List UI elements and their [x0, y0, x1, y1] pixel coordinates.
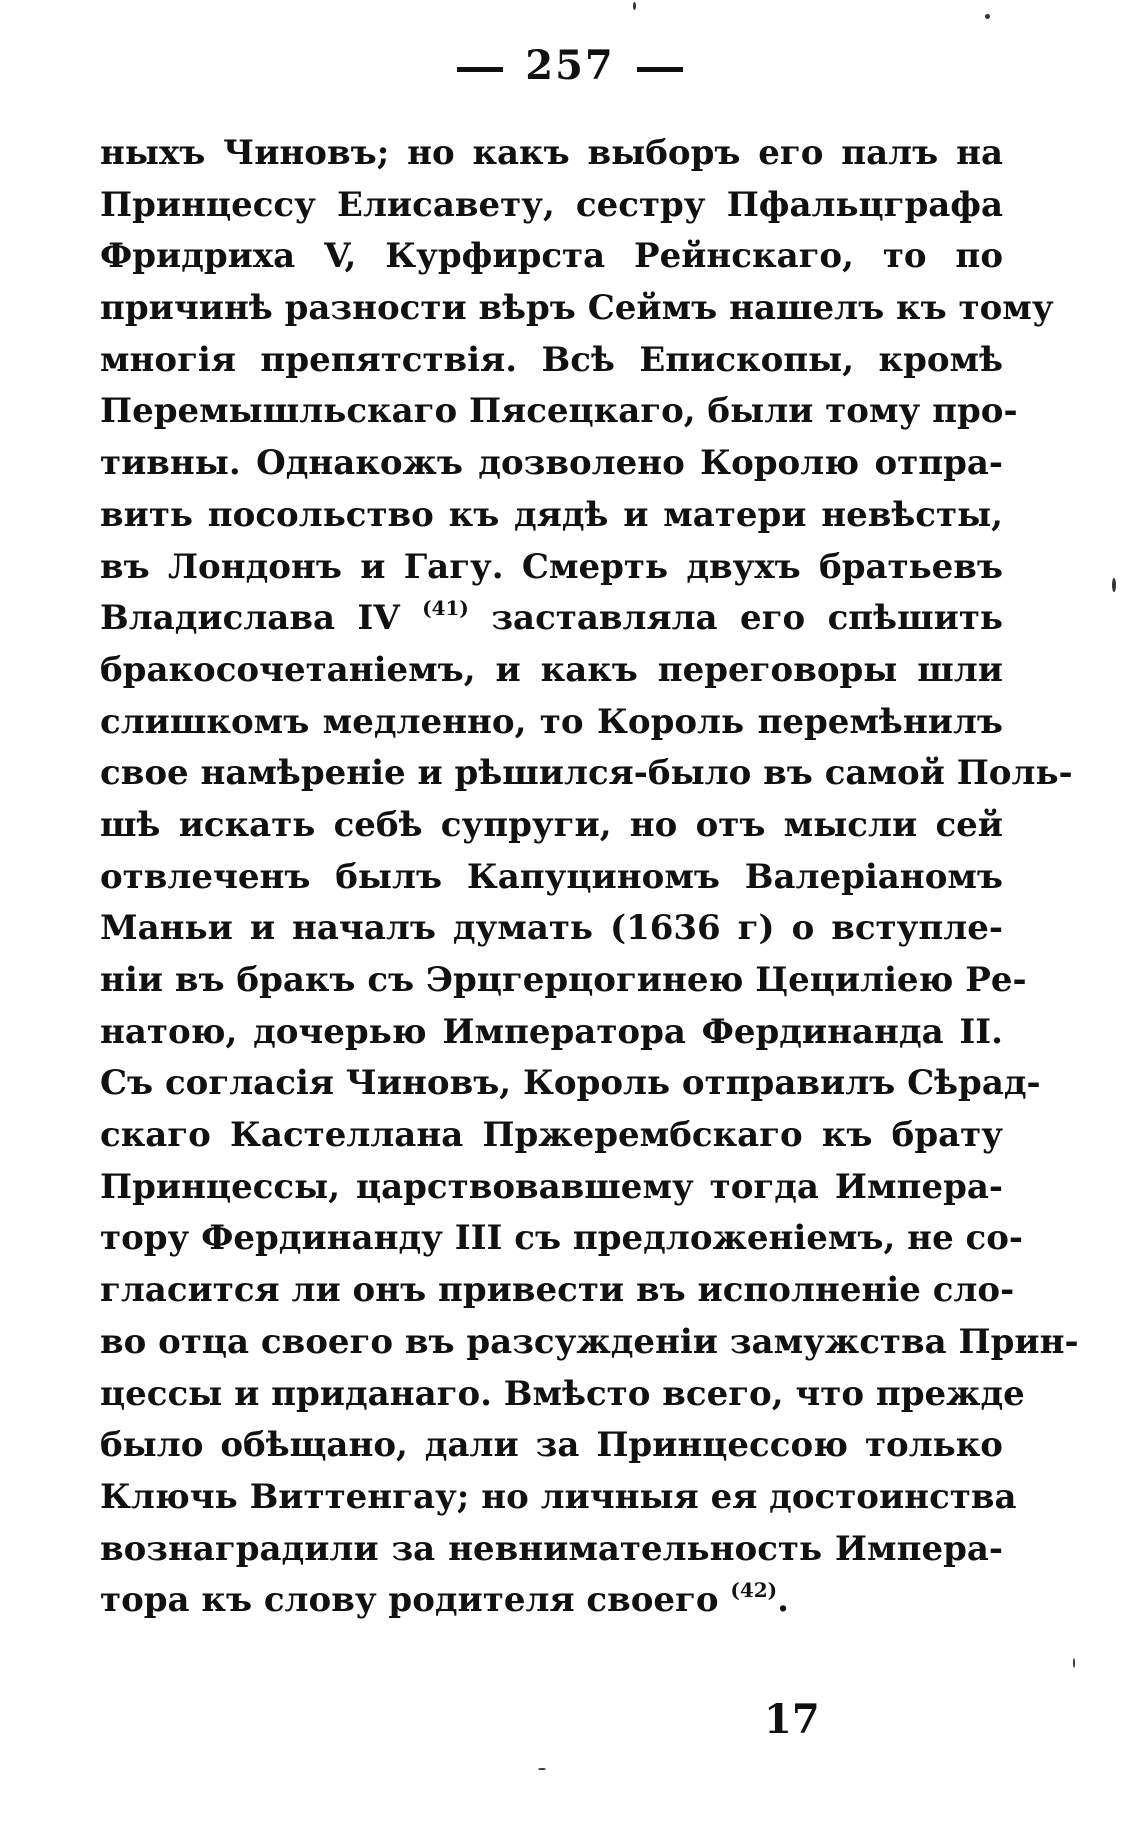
signature-mark: 17	[764, 1696, 820, 1743]
end-punctuation: .	[777, 1580, 789, 1621]
text-line: свое намѣреніе и рѣшился-было въ самой Поль-	[100, 753, 1073, 794]
text-line: Маньи и началъ думать (1636 г) о вступле-	[100, 908, 1003, 949]
text-line: Съ согласія Чиновъ, Король отправилъ Сѣрад-	[100, 1063, 1041, 1104]
text-line: цессы и приданаго. Вмѣсто всего, что прежде	[100, 1373, 1025, 1414]
text-line: причинѣ разности вѣръ Сеймъ нашелъ къ тому	[100, 288, 1054, 329]
text-fragment: тора къ слову родителя своего	[100, 1580, 719, 1621]
text-line: шѣ искать себѣ супруги, но отъ мысли сей	[100, 804, 1003, 845]
text-fragment: заставляла его спѣшить	[491, 598, 1003, 639]
text-line: гласится ли онъ привести въ исполненіе сло-	[100, 1270, 1015, 1311]
text-fragment: Владислава IV	[100, 598, 400, 639]
text-line: многія препятствія. Всѣ Епископы, кромѣ	[100, 339, 1003, 380]
text-line: ніи въ бракъ съ Эрцгерцогинею Цециліею Ре-	[100, 960, 1027, 1000]
ink-speck	[1073, 1658, 1075, 1668]
text-line: Принцессу Елисавету, сестру Пфальцграфа	[100, 184, 1003, 225]
text-line: тивны. Однакожъ дозволено Королю отпра-	[100, 443, 1003, 484]
text-line-with-note	[100, 593, 1003, 645]
text-line: Ключь Виттенгау; но личныя ея достоинства	[100, 1476, 1017, 1517]
text-line: вить посольство къ дядѣ и матери невѣсты,	[100, 494, 1003, 535]
footnote-ref-41: (41)	[422, 596, 469, 621]
text-line: во отца своего въ разсужденіи замужства Прин-	[100, 1321, 1079, 1362]
text-line: ныхъ Чиновъ; но какъ выборъ его палъ на	[100, 133, 1003, 173]
ink-speck	[985, 14, 990, 19]
running-head	[0, 42, 1140, 89]
ink-speck	[1112, 578, 1116, 592]
text-line: натою, дочерью Императора Фердинанда II.	[100, 1011, 1003, 1052]
body-text	[100, 128, 1079, 1627]
ink-speck	[633, 2, 636, 10]
text-line: тору Фердинанду III съ предложеніемъ, не со-	[100, 1218, 1024, 1259]
text-line: бракосочетаніемъ, и какъ переговоры шли	[100, 649, 1003, 690]
right-dash	[637, 67, 683, 72]
text-line: слишкомъ медленно, то Король перемѣнилъ	[100, 701, 1003, 742]
text-line-with-note	[100, 1575, 1003, 1627]
text-line: Перемышльскаго Пясецкаго, были тому про-	[100, 391, 1018, 432]
text-line: отвлеченъ былъ Капуциномъ Валеріаномъ	[100, 856, 1003, 897]
text-line: Фридриха V, Курфирста Рейнскаго, то по	[100, 236, 1003, 277]
text-line: было обѣщано, дали за Принцессою только	[100, 1425, 1003, 1466]
ink-speck	[538, 1768, 546, 1770]
text-line: въ Лондонъ и Гагу. Смерть двухъ братьевъ	[100, 546, 1003, 587]
text-line: Принцессы, царствовавшему тогда Импера-	[100, 1166, 1003, 1207]
left-dash	[457, 67, 503, 72]
text-line: вознаградили за невнимательность Импера-	[100, 1528, 1003, 1569]
footnote-ref-42: (42)	[730, 1578, 778, 1603]
page-number: 257	[525, 42, 615, 89]
text-line: скаго Кастеллана Пржерембскаго къ брату	[100, 1115, 1003, 1156]
